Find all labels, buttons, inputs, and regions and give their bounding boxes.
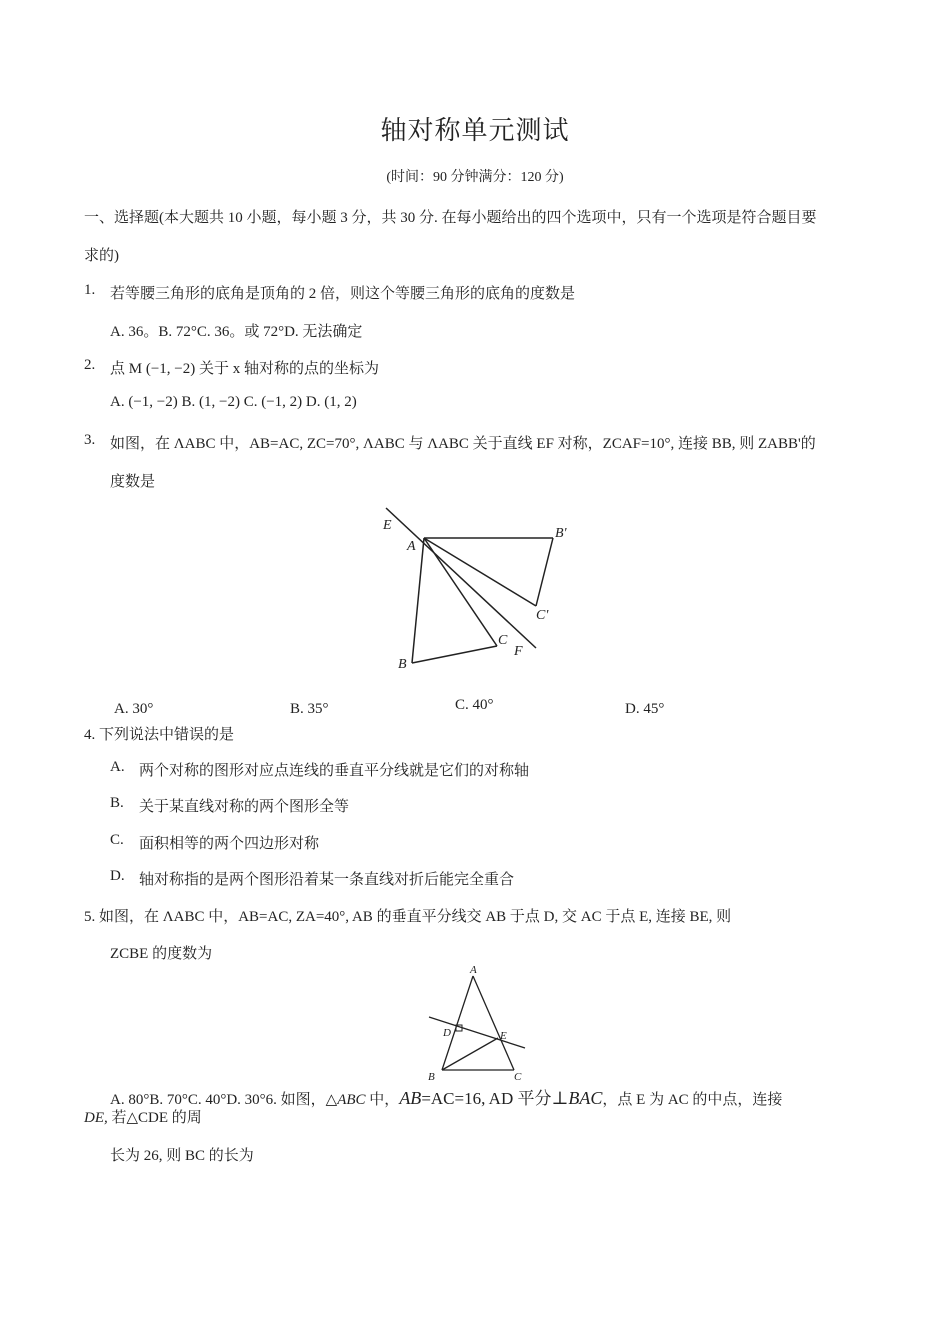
q3-stem: 如图，在 ΛABC 中，AB=AC, ZC=70°, ΛABC 与 ΛABC 关于直线 EF 对称，ZCAF=10°, 连接 BB, 则 ZABB'的 [110,436,816,452]
label-f: F [514,644,523,659]
q5-stem: 5. 如图，在 ΛABC 中，AB=AC, ZA=40°, AB 的垂直平分线交 AB 于点 D, 交 AC 于点 E, 连接 BE, 则 [84,909,732,925]
q6-text-4: 若△CDE 的周 [107,1110,202,1126]
label-c: C [514,1071,522,1083]
section-heading-cont: 求的) [84,248,119,264]
q5-options-q6-start: A. 80°B. 70°C. 40°D. 30°6. 如图， [110,1092,326,1108]
q6-text-3: ，点 E 为 AC 的中点，连接 [602,1092,783,1108]
q4-stem: 4. 下列说法中错误的是 [84,727,235,743]
q6-text-1: 中， [365,1092,400,1108]
segment-ab: AB [399,1088,422,1108]
q4-option-b-text: 关于某直线对称的两个图形全等 [139,799,350,815]
q4-option-a-text: 两个对称的图形对应点连线的垂直平分线就是它们的对称轴 [139,763,530,779]
q6-line-3: 长为 26, 则 BC 的长为 [110,1148,254,1164]
label-b: B [428,1071,435,1083]
q4-option-b-key: B. [110,795,124,811]
label-d: D [443,1027,451,1039]
label-c: C [498,633,508,648]
q4-option-c-key: C. [110,832,124,848]
q5-figure [422,962,532,1084]
section-heading: 一、选择题(本大题共 10 小题，每小题 3 分，共 30 分. 在每小题给出的四个选项中，只有一个选项是符合题目要 [84,210,817,226]
q6-text-2: =AC=16, AD 平分 [421,1089,552,1108]
q2-number: 2. [84,357,96,373]
line-ef [386,508,536,648]
q3-option-c: C. 40° [455,697,494,713]
q1-number: 1. [84,282,96,298]
label-e: E [383,518,392,533]
q1-stem: 若等腰三角形的底角是顶角的 2 倍，则这个等腰三角形的底角的度数是 [110,286,576,302]
angle-bac: ⊥BAC [551,1088,603,1108]
q3-option-a: A. 30° [114,701,154,717]
q4-option-d-text: 轴对称指的是两个图形沿着某一条直线对折后能完全重合 [139,872,515,888]
label-b-prime: B' [555,526,567,541]
page-title: 轴对称单元测试 [380,116,570,145]
label-a: A [470,964,477,976]
exam-info: (时间：90 分钟满分：120 分) [386,170,564,185]
q3-number: 3. [84,432,96,448]
q3-option-d: D. 45° [625,701,665,717]
q3-stem-cont: 度数是 [110,474,156,490]
q6-line-2 [84,1106,202,1127]
segment-de: DE, [84,1110,108,1126]
q4-option-a-key: A. [110,759,125,775]
q3-option-b: B. 35° [290,701,329,717]
q2-options: A. (−1, −2) B. (1, −2) C. (−1, 2) D. (1, 2) [110,394,357,410]
q5-stem-cont: ZCBE 的度数为 [110,946,213,962]
q3-figure [370,505,567,675]
label-b: B [398,657,407,672]
q1-options: A. 36。B. 72°C. 36。或 72°D. 无法确定 [110,324,363,340]
q3-options [110,697,730,717]
q4-option-c-text: 面积相等的两个四边形对称 [139,836,320,852]
label-e: E [500,1030,507,1042]
triangle-abc: △ABC [325,1092,366,1108]
label-c-prime: C' [536,608,549,623]
q2-stem: 点 M (−1, −2) 关于 x 轴对称的点的坐标为 [110,361,379,377]
q4-option-d-key: D. [110,868,125,884]
label-a: A [407,539,416,554]
q5-q6-line [110,1084,782,1109]
